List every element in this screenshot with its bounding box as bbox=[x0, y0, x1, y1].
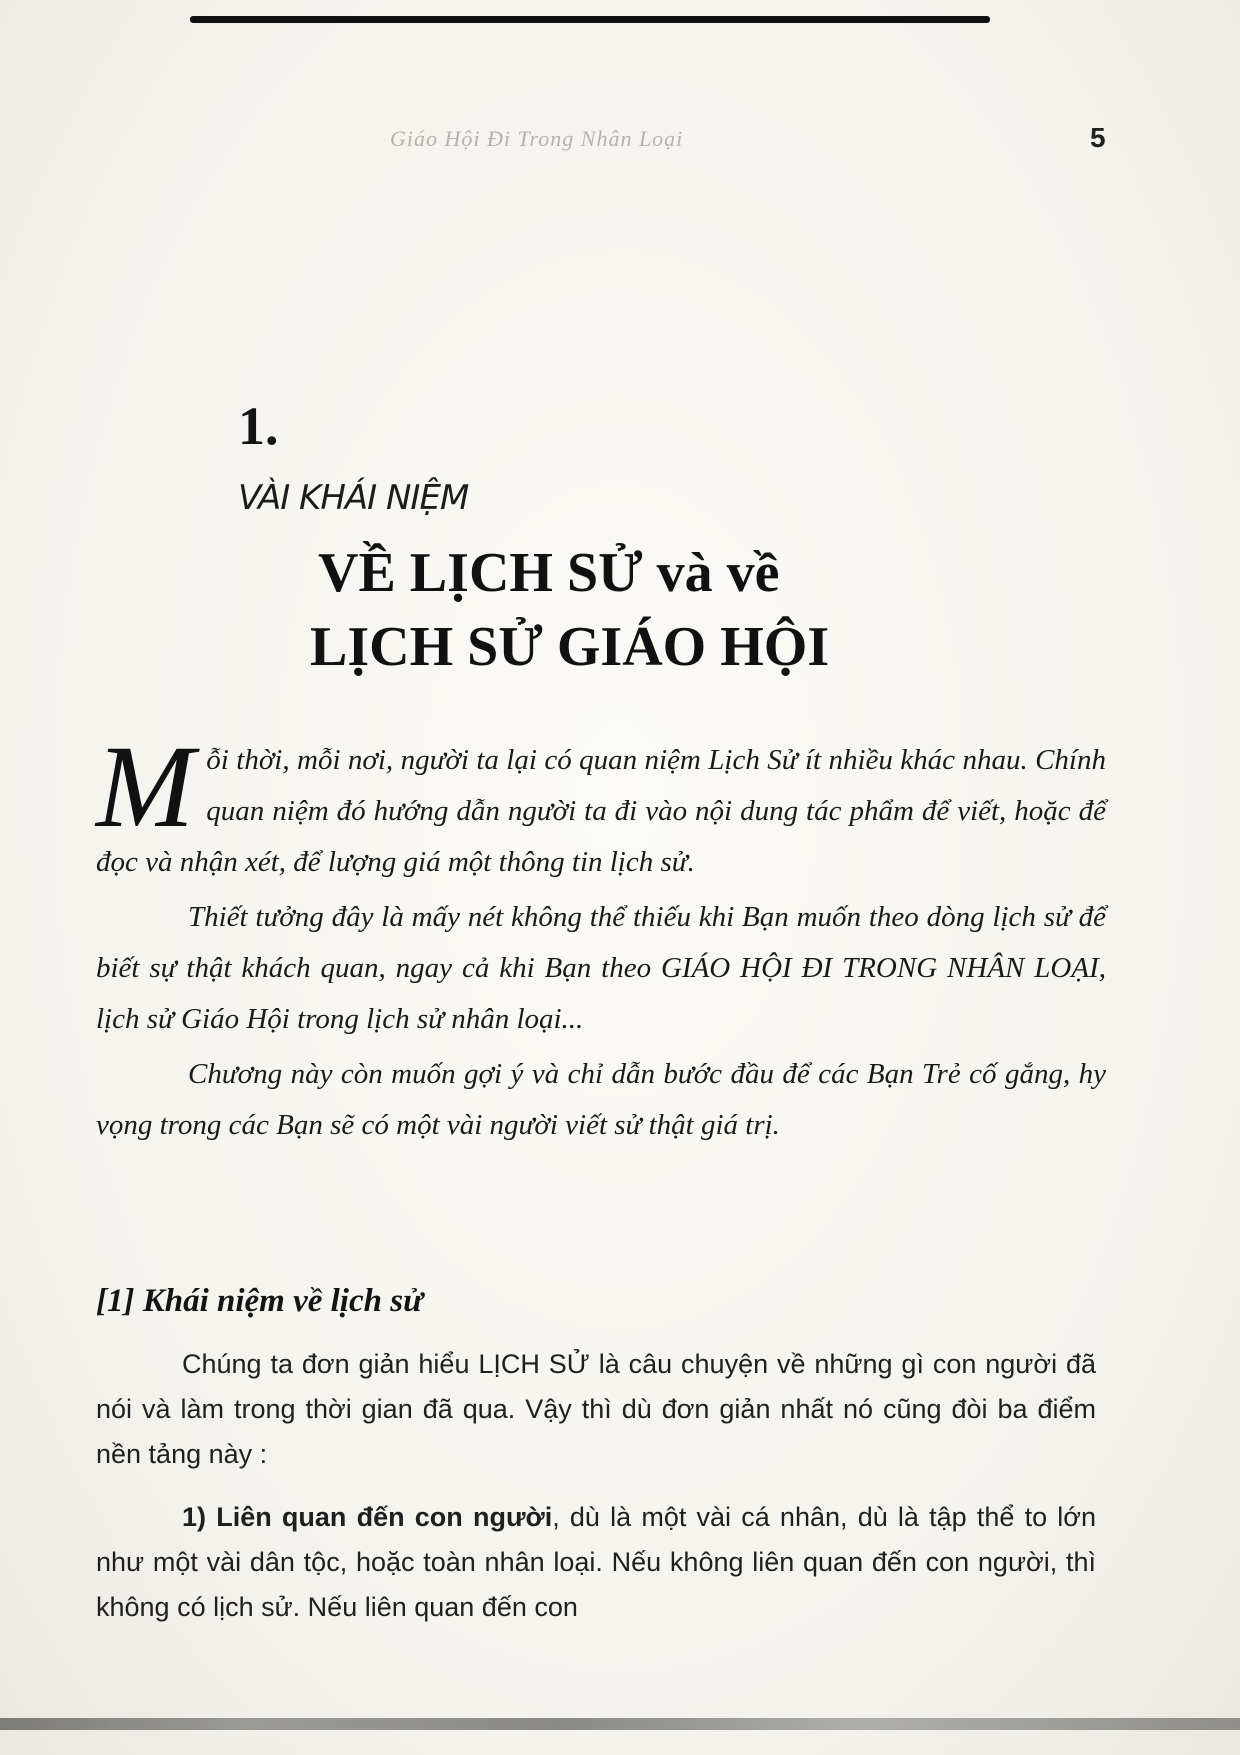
point-1-label: 1) Liên quan đến con người bbox=[182, 1502, 553, 1532]
chapter-number: 1. bbox=[238, 396, 279, 456]
chapter-intro bbox=[96, 721, 1106, 1151]
intro-paragraph-3: Chương này còn muốn gợi ý và chỉ dẫn bước đầu để các Bạn Trẻ cố gắng, hy vọng trong các Bạn sẽ có một vài người viết sử thật giá trị. bbox=[96, 1058, 1106, 1141]
intro-paragraph-2: Thiết tưởng đây là mấy nét không thể thiếu khi Bạn muốn theo dòng lịch sử để biết sự thật khách quan, ngay cả khi Bạn theo GIÁO HỘI ĐI TRONG NHÂN LOẠI, lịch sử Giáo Hội trong lịch sử nhân loại... bbox=[96, 901, 1106, 1035]
top-binding-edge bbox=[190, 16, 990, 23]
intro-paragraph-1 bbox=[96, 721, 1106, 888]
chapter-title-line-2: LỊCH SỬ GIÁO HỘI bbox=[310, 616, 830, 678]
drop-cap: M bbox=[96, 721, 195, 852]
page-number: 5 bbox=[1090, 122, 1106, 153]
chapter-title bbox=[310, 536, 830, 684]
body-paragraph-2 bbox=[96, 1495, 1096, 1630]
running-head: Giáo Hội Đi Trong Nhân Loại bbox=[390, 126, 684, 151]
section-heading: [1] Khái niệm về lịch sử bbox=[96, 1283, 423, 1319]
section-body bbox=[96, 1342, 1096, 1630]
chapter-kicker: VÀI KHÁI NIỆM bbox=[238, 478, 469, 518]
intro-paragraph-1-text: ỗi thời, mỗi nơi, người ta lại có quan niệm Lịch Sử ít nhiều khác nhau. Chính quan niệm đó hướng dẫn người ta đi vào nội dung tác phẩm để viết, hoặc để đọc và nhận xét, để lượng giá một thông tin lịch sử. bbox=[96, 744, 1106, 878]
chapter-title-line-1: VỀ LỊCH SỬ và về bbox=[318, 542, 780, 604]
point-1-text: , dù là một vài cá nhân, dù là tập thể to lớn như một vài dân tộc, hoặc toàn nhân loại. Nếu không liên quan đến con người, thì không có lịch sử. Nếu liên quan đến con bbox=[96, 1502, 1096, 1622]
body-paragraph-1: Chúng ta đơn giản hiểu LỊCH SỬ là câu chuyện về những gì con người đã nói và làm trong thời gian đã qua. Vậy thì dù đơn giản nhất nó cũng đòi ba điểm nền tảng này : bbox=[96, 1349, 1096, 1469]
bottom-binding-edge bbox=[0, 1718, 1240, 1730]
